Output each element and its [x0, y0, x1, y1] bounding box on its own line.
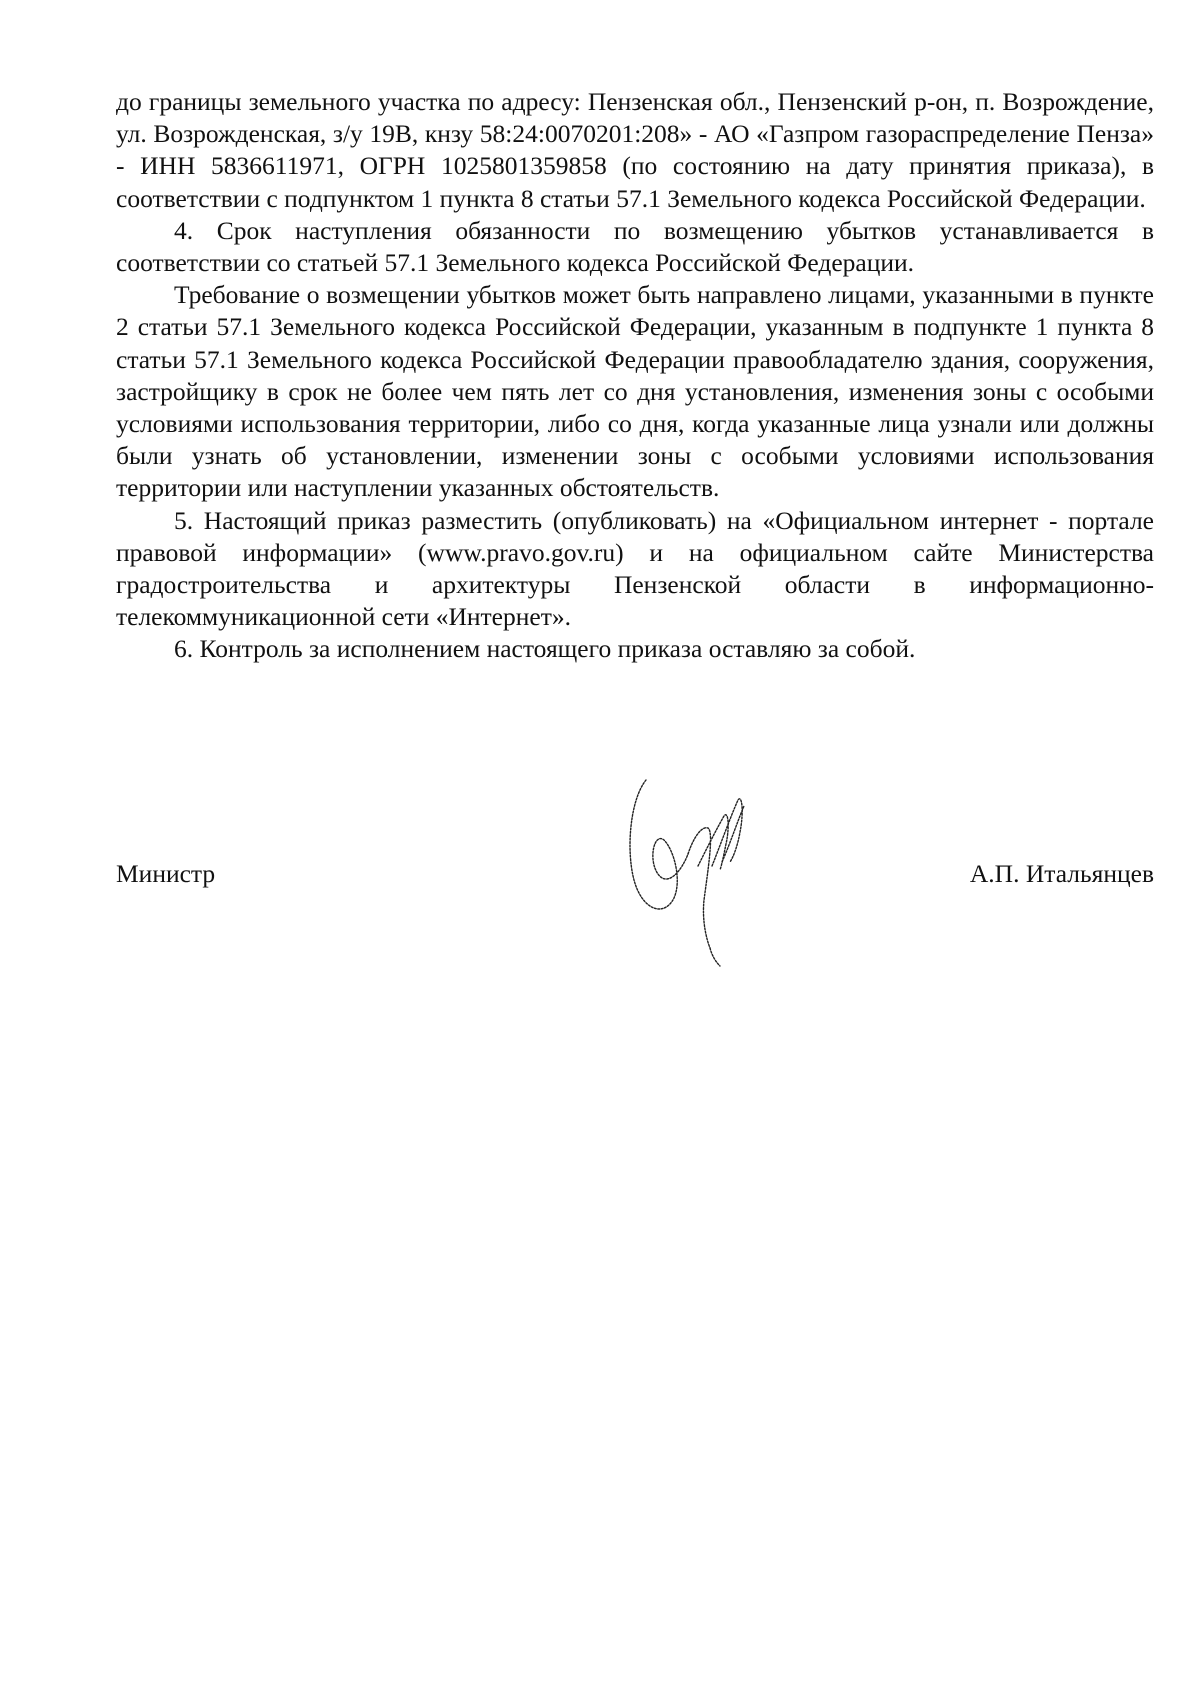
paragraph-land-plot-continuation: до границы земельного участка по адресу: Пензенская обл., Пензенский р-он, п. Возрождение, ул. Возрожденская, з/у 19В, кнзу 58:24:0070201:208» - АО «Газпром газораспределение Пенза» - ИНН 5836611971, ОГРН 1025801359858 (по состоянию на дату принятия приказа), в соответствии с подпунктом 1 пункта 8 статьи 57.1 Земельного кодекса Российской Федерации.: [116, 87, 1154, 213]
paragraph-item-5: 5. Настоящий приказ разместить (опубликовать) на «Официальном интернет - портале правовой информации» (www.pravo.gov.ru) и на официальном сайте Министерства градостроительства и архитектуры Пензенской области в информационно-телекоммуникационной сети «Интернет».: [116, 505, 1154, 632]
signer-position: Министр: [116, 859, 216, 888]
document-body: [116, 86, 1154, 666]
handwritten-signature: [624, 770, 774, 970]
signer-name: А.П. Итальянцев: [969, 859, 1154, 888]
paragraph-item-6: 6. Контроль за исполнением настоящего приказа оставляю за собой.: [174, 634, 916, 664]
paragraph-item-4: 4. Срок наступления обязанности по возмещению убытков устанавливается в соответствии со статьей 57.1 Земельного кодекса Российской Федерации.: [116, 215, 1154, 278]
paragraph-compensation-claim: Требование о возмещении убытков может быть направлено лицами, указанными в пункте 2 статьи 57.1 Земельного кодекса Российской Федерации, указанным в подпункте 1 пункта 8 статьи 57.1 Земельного кодекса Российской Федерации правообладателю здания, сооружения, застройщику в срок не более чем пять лет со дня установления, изменения зоны с особыми условиями использования территории, либо со дня, когда указанные лица узнали или должны были узнать об установлении, изменении зоны с особыми условиями использования территории или наступлении указанных обстоятельств.: [116, 280, 1154, 503]
